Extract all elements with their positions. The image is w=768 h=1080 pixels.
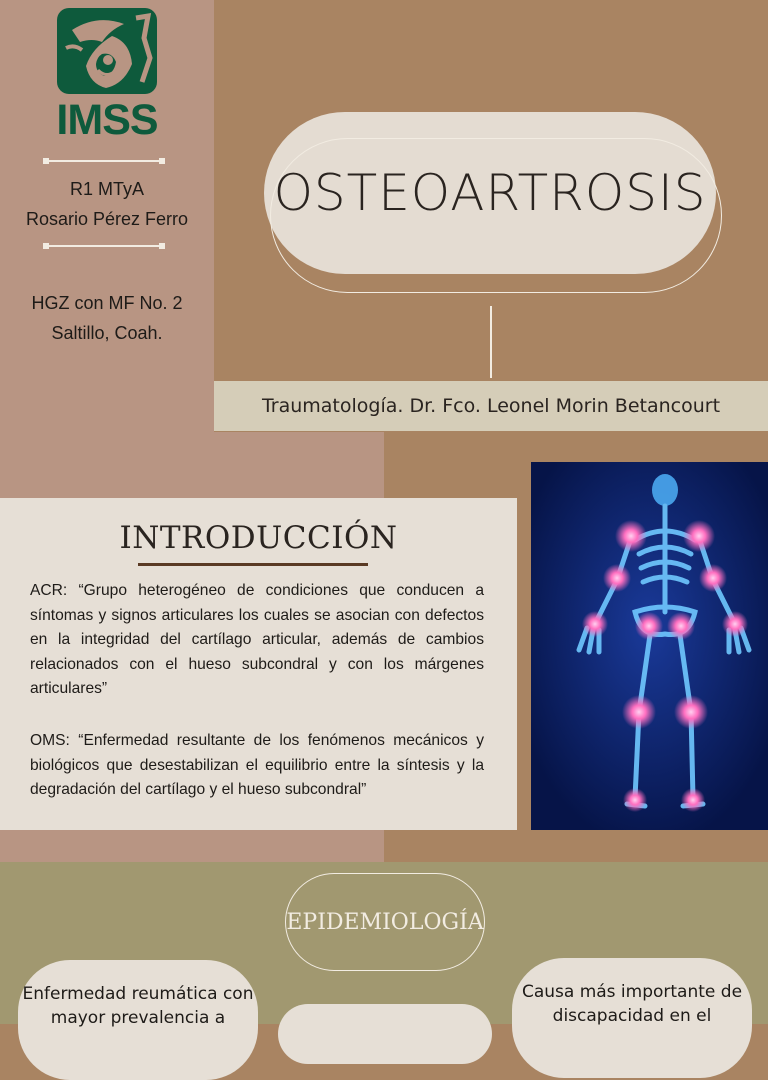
page-title: OSTEOARTROSIS [273, 164, 707, 222]
hospital-block [0, 288, 214, 348]
author-block [0, 174, 214, 234]
epidemiology-bubble-center [278, 1004, 492, 1064]
logo-text: IMSS [56, 96, 158, 144]
skeleton-icon [531, 462, 768, 830]
intro-heading: INTRODUCCIÓN [119, 520, 398, 556]
title-connector-line [490, 306, 492, 378]
author-role: R1 MTyA [69, 179, 144, 199]
divider-bottom [46, 245, 162, 247]
intro-acr-definition: ACR: “Grupo heterogéneo de condiciones que conducen a síntomas y signos articulares los cuales se asocian con defectos en la integridad del cartílago articular, además de cambios relacionados con el hueso subcondral y con los márgenes articulares” [30, 582, 484, 697]
epidemiology-heading: EPIDEMIOLOGÍA [286, 909, 484, 935]
intro-oms-definition: OMS: “Enfermedad resultante de los fenómenos mecánicos y biológicos que desestabilizan el equilibrio entre la síntesis y la degradación del cartílago y el hueso subcondral” [30, 732, 484, 798]
epidemiology-bubble-right: Causa más importante de discapacidad en el [512, 958, 752, 1078]
skeleton-xray-image [531, 462, 768, 830]
divider-top [46, 160, 162, 162]
subtitle: Traumatología. Dr. Fco. Leonel Morin Betancourt [261, 395, 721, 417]
epidemiology-bubble-left: Enfermedad reumática con mayor prevalencia a [18, 960, 258, 1080]
intro-heading-underline [138, 563, 368, 566]
hospital-city: Saltillo, Coah. [51, 323, 163, 343]
subtitle-bar [214, 381, 768, 431]
imss-logo [52, 8, 162, 142]
author-name: Rosario Pérez Ferro [25, 209, 189, 229]
hospital-name: HGZ con MF No. 2 [31, 293, 183, 313]
